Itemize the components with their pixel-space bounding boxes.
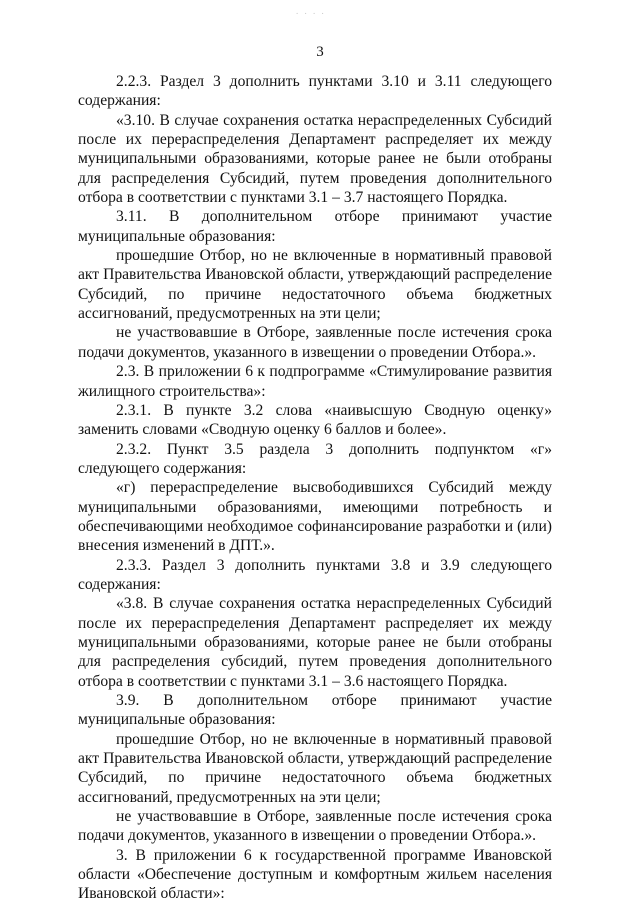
paragraph-2-3-3: 2.3.3. Раздел 3 дополнить пунктами 3.8 и 3.9 следующего содержания: [78, 556, 552, 593]
paragraph-3-10: «3.10. В случае сохранения остатка нераспределенных Субсидий после их перераспределения Департамент распределяет их между муниципальными образованиями, которые ранее не были отобраны для распределения Субсидий, путем проведения дополнительного отбора в соответствии с пунктами 3.1 – 3.7 настоящего Порядка. [78, 111, 552, 207]
paragraph-3-11: 3.11. В дополнительном отборе принимают участие муниципальные образования: [78, 208, 552, 245]
paragraph-2-3-2: 2.3.2. Пункт 3.5 раздела 3 дополнить подпунктом «г» следующего содержания: [78, 440, 552, 477]
paragraph-3-8: «3.8. В случае сохранения остатка нераспределенных Субсидий после их перераспределения Департамент распределяет их между муниципальными образованиями, которые ранее не были отобраны для распределения субсидий, путем проведения дополнительного отбора в соответствии с пунктами 3.1 – 3.6 настоящего Порядка. [78, 595, 552, 690]
paragraph-3-9-item-1: прошедшие Отбор, но не включенные в нормативный правовой акт Правительства Ивановской области, утверждающий распределение Субсидий, по причине недостаточного объема бюджетных ассигнований, предусмотренных на эти цели; [78, 730, 552, 806]
paragraph-3-11-item-1: прошедшие Отбор, но не включенные в нормативный правовой акт Правительства Ивановской области, утверждающий распределение Субсидий, по причине недостаточного объема бюджетных ассигнований, предусмотренных на эти цели; [78, 247, 552, 323]
paragraph-2-2-3: 2.2.3. Раздел 3 дополнить пунктами 3.10 и 3.11 следующего содержания: [78, 73, 552, 110]
paragraph-2-3-1: 2.3.1. В пункте 3.2 слова «наивысшую Сводную оценку» заменить словами «Сводную оценку 6 баллов и более». [78, 401, 552, 439]
paragraph-3: 3. В приложении 6 к государственной программе Ивановской области «Обеспечение доступным и комфортным жильем населения Ивановской области»: [78, 846, 552, 903]
paragraph-2-3: 2.3. В приложении 6 к подпрограмме «Стимулирование развития жилищного строительства»: [78, 363, 552, 400]
scan-mark: . . . . [296, 6, 326, 16]
document-body [78, 72, 552, 904]
paragraph-3-9-item-2: не участвовавшие в Отборе, заявленные после истечения срока подачи документов, указанного в извещении о проведении Отбора.». [78, 808, 552, 845]
paragraph-3-9: 3.9. В дополнительном отборе принимают участие муниципальные образования: [78, 692, 552, 729]
page-number: 3 [316, 44, 324, 60]
paragraph-subitem-g: «г) перераспределение высвободившихся Субсидий между муниципальными образованиями, имеющими потребность и обеспечивающими необходимое софинансирование разработки и (или) внесения изменений в ДПТ.». [78, 479, 552, 555]
paragraph-3-11-item-2: не участвовавшие в Отборе, заявленные после истечения срока подачи документов, указанного в извещении о проведении Отбора.». [78, 324, 552, 361]
